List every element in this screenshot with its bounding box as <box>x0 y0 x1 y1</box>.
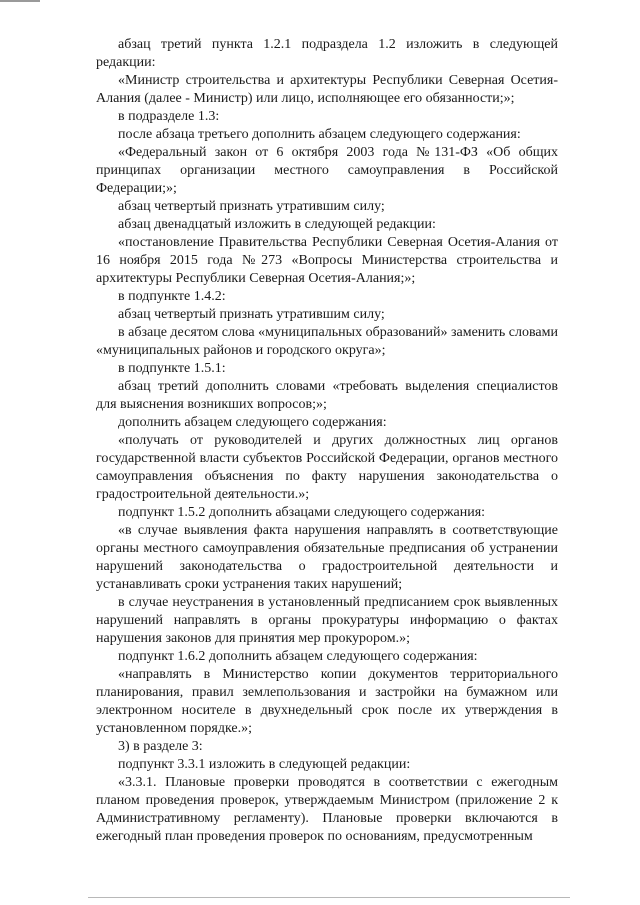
paragraph: подпункт 3.3.1 изложить в следующей редакции: <box>118 757 411 772</box>
paragraph: «в случае выявления факта нарушения направлять в соответствующие органы местного самоуправления обязательные предписания об устранении нарушений законодательства о градостроительной деятельности и устанавливать сроки устранения таких нарушений; <box>96 523 558 592</box>
document-page <box>96 36 558 846</box>
paragraph: абзац двенадцатый изложить в следующей редакции: <box>118 217 436 232</box>
paragraph: в абзаце десятом слова «муниципальных образований» заменить словами «муниципальных районов и городского округа»; <box>96 325 558 358</box>
paragraph: в случае неустранения в установленный предписанием срок выявленных нарушений направлять в органы прокуратуры информацию о фактах нарушения законов для принятия мер прокурором.»; <box>96 595 558 646</box>
paragraph: абзац третий дополнить словами «требовать выделения специалистов для выяснения возникших вопросов;»; <box>96 379 558 412</box>
paragraph: подпункт 1.5.2 дополнить абзацами следующего содержания: <box>118 505 486 520</box>
paragraph: «Министр строительства и архитектуры Республики Северная Осетия-Алания (далее - Министр) или лицо, исполняющее его обязанности;»; <box>96 73 558 106</box>
paragraph: абзац четвертый признать утратившим силу; <box>118 199 385 214</box>
paragraph: в подразделе 1.3: <box>118 109 220 124</box>
paragraph: «направлять в Министерство копии документов территориального планирования, правил землепользования и застройки на бумажном или электронном носителе в двухнедельный срок после их утверждения в установленном порядке.»; <box>96 667 558 736</box>
paragraph: в подпункте 1.4.2: <box>118 289 226 304</box>
paragraph: «получать от руководителей и других должностных лиц органов государственной власти субъектов Российской Федерации, органов местного самоуправления объяснения по факту нарушения законодательства о градостроительной деятельности.»; <box>96 433 558 502</box>
paragraph: дополнить абзацем следующего содержания: <box>118 415 387 430</box>
paragraph: «Федеральный закон от 6 октября 2003 года №131-ФЗ «Об общих принципах организации местного самоуправления в Российской Федерации;»; <box>96 145 558 196</box>
scan-bottom-edge <box>88 897 570 898</box>
paragraph: «3.3.1. Плановые проверки проводятся в соответствии с ежегодным планом проведения проверок, утверждаемым Министром (приложение 2 к Административному регламенту). Плановые проверки включаются в ежегодный план проведения проверок по основаниям, предусмотренным <box>96 775 558 844</box>
paragraph: в подпункте 1.5.1: <box>118 361 226 376</box>
paragraph: подпункт 1.6.2 дополнить абзацем следующего содержания: <box>118 649 478 664</box>
paragraph: после абзаца третьего дополнить абзацем следующего содержания: <box>118 127 521 142</box>
paragraph: «постановление Правительства Республики Северная Осетия-Алания от 16 ноября 2015 года №273 «Вопросы Министерства строительства и архитектуры Республики Северная Осетия-Алания;»; <box>96 235 558 286</box>
scan-edge-mark <box>0 0 40 2</box>
paragraph: абзац третий пункта 1.2.1 подраздела 1.2 изложить в следующей редакции: <box>96 37 558 70</box>
paragraph: 3) в разделе 3: <box>118 739 203 754</box>
paragraph: абзац четвертый признать утратившим силу; <box>118 307 385 322</box>
